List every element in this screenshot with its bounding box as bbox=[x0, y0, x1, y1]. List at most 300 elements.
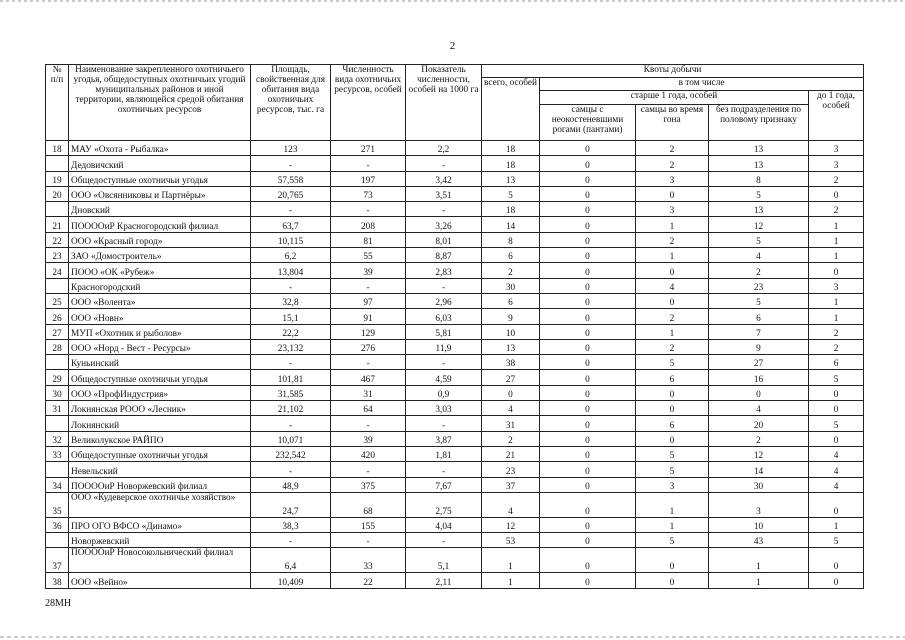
cell-males-rut: 1 bbox=[636, 217, 709, 232]
cell-young: 2 bbox=[809, 324, 864, 339]
cell-num: 18 bbox=[46, 141, 69, 156]
table-row bbox=[46, 492, 864, 517]
cell-density: - bbox=[406, 462, 482, 477]
cell-total: 23 bbox=[482, 462, 540, 477]
cell-young: 0 bbox=[809, 401, 864, 416]
cell-young: 3 bbox=[809, 141, 864, 156]
table-body bbox=[46, 141, 864, 589]
cell-total: 4 bbox=[482, 492, 540, 517]
cell-num bbox=[46, 416, 69, 431]
cell-young: 0 bbox=[809, 573, 864, 588]
cell-total: 18 bbox=[482, 202, 540, 217]
cell-area: 101,81 bbox=[251, 370, 331, 385]
cell-no-sex: 13 bbox=[709, 141, 809, 156]
cell-area: - bbox=[251, 202, 331, 217]
cell-density: 3,03 bbox=[406, 401, 482, 416]
cell-males-rut: 2 bbox=[636, 156, 709, 171]
cell-area: 123 bbox=[251, 141, 331, 156]
header-total: всего, особей bbox=[482, 78, 540, 141]
cell-young: 5 bbox=[809, 533, 864, 548]
cell-males-antlers: 0 bbox=[540, 186, 636, 201]
cell-count: - bbox=[331, 462, 406, 477]
cell-name: ООО «Норд - Вест - Ресурсы» bbox=[69, 339, 251, 354]
cell-name: ПОООOиР Новосокольнический филиал bbox=[69, 548, 251, 573]
cell-males-rut: 5 bbox=[636, 355, 709, 370]
cell-num: 34 bbox=[46, 477, 69, 492]
cell-count: 31 bbox=[331, 385, 406, 400]
cell-name: Красногородский bbox=[69, 278, 251, 293]
cell-total: 53 bbox=[482, 533, 540, 548]
cell-area: 63,7 bbox=[251, 217, 331, 232]
table-row bbox=[46, 431, 864, 446]
cell-total: 31 bbox=[482, 416, 540, 431]
cell-no-sex: 27 bbox=[709, 355, 809, 370]
cell-name: ПОООOиР Красногородский филиал bbox=[69, 217, 251, 232]
cell-males-rut: 5 bbox=[636, 446, 709, 461]
cell-no-sex: 16 bbox=[709, 370, 809, 385]
cell-count: 276 bbox=[331, 339, 406, 354]
cell-males-antlers: 0 bbox=[540, 370, 636, 385]
district-subtotal-row bbox=[46, 416, 864, 431]
cell-young: 0 bbox=[809, 492, 864, 517]
cell-males-antlers: 0 bbox=[540, 355, 636, 370]
cell-no-sex: 23 bbox=[709, 278, 809, 293]
cell-name: ПООО «ОК «Рубеж» bbox=[69, 263, 251, 278]
cell-males-antlers: 0 bbox=[540, 462, 636, 477]
cell-area: 20,765 bbox=[251, 186, 331, 201]
table-row bbox=[46, 385, 864, 400]
cell-count: 39 bbox=[331, 263, 406, 278]
cell-no-sex: 5 bbox=[709, 293, 809, 308]
cell-density: 8,87 bbox=[406, 248, 482, 263]
cell-males-antlers: 0 bbox=[540, 278, 636, 293]
cell-young: 3 bbox=[809, 156, 864, 171]
cell-density: 5,1 bbox=[406, 548, 482, 573]
cell-total: 21 bbox=[482, 446, 540, 461]
cell-area: 32,8 bbox=[251, 293, 331, 308]
cell-young: 5 bbox=[809, 416, 864, 431]
cell-males-antlers: 0 bbox=[540, 293, 636, 308]
cell-males-rut: 0 bbox=[636, 385, 709, 400]
cell-density: 2,2 bbox=[406, 141, 482, 156]
cell-young: 5 bbox=[809, 370, 864, 385]
cell-males-antlers: 0 bbox=[540, 141, 636, 156]
header-males-antlers: самцы с неокостеневшими рогами (пантами) bbox=[540, 105, 636, 141]
cell-no-sex: 6 bbox=[709, 309, 809, 324]
cell-area: 22,2 bbox=[251, 324, 331, 339]
cell-count: - bbox=[331, 156, 406, 171]
quota-table bbox=[45, 64, 864, 589]
cell-count: - bbox=[331, 355, 406, 370]
cell-num: 24 bbox=[46, 263, 69, 278]
table-row bbox=[46, 141, 864, 156]
cell-total: 10 bbox=[482, 324, 540, 339]
cell-area: - bbox=[251, 462, 331, 477]
cell-males-antlers: 0 bbox=[540, 401, 636, 416]
cell-num: 23 bbox=[46, 248, 69, 263]
cell-no-sex: 2 bbox=[709, 431, 809, 446]
cell-area: - bbox=[251, 278, 331, 293]
cell-males-rut: 2 bbox=[636, 232, 709, 247]
cell-area: 24,7 bbox=[251, 492, 331, 517]
cell-males-antlers: 0 bbox=[540, 573, 636, 588]
cell-young: 1 bbox=[809, 517, 864, 532]
cell-area: 6,2 bbox=[251, 248, 331, 263]
cell-name: ООО «Кудеверское охотничье хозяйство» bbox=[69, 492, 251, 517]
cell-name: ООО «Овсянниковы и Партнёры» bbox=[69, 186, 251, 201]
cell-males-rut: 5 bbox=[636, 533, 709, 548]
cell-total: 8 bbox=[482, 232, 540, 247]
cell-total: 18 bbox=[482, 141, 540, 156]
cell-total: 12 bbox=[482, 517, 540, 532]
cell-males-antlers: 0 bbox=[540, 248, 636, 263]
cell-area: 10,409 bbox=[251, 573, 331, 588]
cell-name: ООО «Вейно» bbox=[69, 573, 251, 588]
cell-males-antlers: 0 bbox=[540, 431, 636, 446]
cell-total: 9 bbox=[482, 309, 540, 324]
cell-count: 197 bbox=[331, 171, 406, 186]
cell-total: 37 bbox=[482, 477, 540, 492]
cell-count: 467 bbox=[331, 370, 406, 385]
cell-total: 1 bbox=[482, 548, 540, 573]
cell-name: Общедоступные охотничьи угодья bbox=[69, 171, 251, 186]
cell-name: ООО «ПрофИндустрия» bbox=[69, 385, 251, 400]
cell-males-antlers: 0 bbox=[540, 232, 636, 247]
cell-total: 30 bbox=[482, 278, 540, 293]
cell-num: 36 bbox=[46, 517, 69, 532]
cell-young: 0 bbox=[809, 431, 864, 446]
cell-count: 420 bbox=[331, 446, 406, 461]
district-subtotal-row bbox=[46, 533, 864, 548]
cell-area: 31,585 bbox=[251, 385, 331, 400]
cell-males-rut: 0 bbox=[636, 293, 709, 308]
cell-num bbox=[46, 533, 69, 548]
cell-males-rut: 1 bbox=[636, 324, 709, 339]
cell-males-antlers: 0 bbox=[540, 171, 636, 186]
cell-num: 19 bbox=[46, 171, 69, 186]
cell-num bbox=[46, 278, 69, 293]
cell-males-rut: 0 bbox=[636, 263, 709, 278]
cell-num: 35 bbox=[46, 492, 69, 517]
cell-males-antlers: 0 bbox=[540, 339, 636, 354]
cell-name: ПОООOиР Новоржевский филиал bbox=[69, 477, 251, 492]
cell-males-antlers: 0 bbox=[540, 324, 636, 339]
cell-num: 31 bbox=[46, 401, 69, 416]
cell-num: 21 bbox=[46, 217, 69, 232]
cell-young: 6 bbox=[809, 355, 864, 370]
cell-density: 1,81 bbox=[406, 446, 482, 461]
cell-density: - bbox=[406, 533, 482, 548]
cell-name: Невельский bbox=[69, 462, 251, 477]
cell-area: - bbox=[251, 533, 331, 548]
cell-area: - bbox=[251, 416, 331, 431]
cell-area: 13,804 bbox=[251, 263, 331, 278]
cell-males-antlers: 0 bbox=[540, 217, 636, 232]
table-row bbox=[46, 293, 864, 308]
cell-count: 97 bbox=[331, 293, 406, 308]
cell-density: 11,9 bbox=[406, 339, 482, 354]
cell-name: ООО «Красный город» bbox=[69, 232, 251, 247]
cell-area: 15,1 bbox=[251, 309, 331, 324]
cell-density: 3,42 bbox=[406, 171, 482, 186]
cell-num bbox=[46, 156, 69, 171]
table-row bbox=[46, 446, 864, 461]
cell-count: 73 bbox=[331, 186, 406, 201]
cell-density: - bbox=[406, 202, 482, 217]
cell-males-rut: 3 bbox=[636, 202, 709, 217]
cell-density: 5,81 bbox=[406, 324, 482, 339]
cell-area: 38,3 bbox=[251, 517, 331, 532]
cell-name: ЗАО «Домостроитель» bbox=[69, 248, 251, 263]
cell-males-antlers: 0 bbox=[540, 533, 636, 548]
cell-young: 1 bbox=[809, 217, 864, 232]
cell-count: - bbox=[331, 202, 406, 217]
cell-num bbox=[46, 462, 69, 477]
cell-count: 81 bbox=[331, 232, 406, 247]
cell-young: 0 bbox=[809, 186, 864, 201]
cell-young: 0 bbox=[809, 385, 864, 400]
cell-name: Локнянская РООО «Лесник» bbox=[69, 401, 251, 416]
cell-males-rut: 1 bbox=[636, 248, 709, 263]
scan-bottom-edge bbox=[0, 636, 905, 638]
table-row bbox=[46, 477, 864, 492]
table-row bbox=[46, 263, 864, 278]
table-row bbox=[46, 217, 864, 232]
cell-area: 6,4 bbox=[251, 548, 331, 573]
cell-density: 4,59 bbox=[406, 370, 482, 385]
cell-name: Дедовичский bbox=[69, 156, 251, 171]
cell-name: ООО «Новн» bbox=[69, 309, 251, 324]
cell-young: 0 bbox=[809, 548, 864, 573]
header-num: № п/п bbox=[46, 65, 69, 141]
cell-total: 13 bbox=[482, 339, 540, 354]
cell-density: 2,96 bbox=[406, 293, 482, 308]
header-area: Площадь, свойственная для обитания вида охотничьих ресурсов, тыс. га bbox=[251, 65, 331, 141]
cell-count: 33 bbox=[331, 548, 406, 573]
cell-density: 7,67 bbox=[406, 477, 482, 492]
header-no-sex: без подразделения по половому признаку bbox=[709, 105, 809, 141]
cell-count: 208 bbox=[331, 217, 406, 232]
cell-no-sex: 12 bbox=[709, 217, 809, 232]
table-row bbox=[46, 171, 864, 186]
cell-total: 2 bbox=[482, 431, 540, 446]
header-young: до 1 года, особей bbox=[809, 91, 864, 141]
cell-males-rut: 3 bbox=[636, 477, 709, 492]
cell-no-sex: 1 bbox=[709, 548, 809, 573]
cell-name: Локнянский bbox=[69, 416, 251, 431]
header-including: в том числе bbox=[540, 78, 864, 91]
cell-young: 1 bbox=[809, 248, 864, 263]
cell-total: 14 bbox=[482, 217, 540, 232]
cell-no-sex: 5 bbox=[709, 232, 809, 247]
cell-males-rut: 6 bbox=[636, 370, 709, 385]
cell-count: 55 bbox=[331, 248, 406, 263]
cell-young: 2 bbox=[809, 339, 864, 354]
header-name: Наименование закрепленного охотничьего угодья, общедоступных охотничьих угодий муниципальных районов и иной территории, являющейся средой обитания охотничьих ресурсов bbox=[69, 65, 251, 141]
cell-density: - bbox=[406, 355, 482, 370]
district-subtotal-row bbox=[46, 278, 864, 293]
cell-no-sex: 7 bbox=[709, 324, 809, 339]
cell-density: 3,51 bbox=[406, 186, 482, 201]
cell-males-antlers: 0 bbox=[540, 416, 636, 431]
cell-no-sex: 2 bbox=[709, 263, 809, 278]
cell-name: ПРО ОГО ВФСО «Динамо» bbox=[69, 517, 251, 532]
cell-young: 3 bbox=[809, 278, 864, 293]
district-subtotal-row bbox=[46, 156, 864, 171]
cell-young: 4 bbox=[809, 477, 864, 492]
cell-count: 129 bbox=[331, 324, 406, 339]
cell-males-antlers: 0 bbox=[540, 548, 636, 573]
cell-males-rut: 2 bbox=[636, 309, 709, 324]
cell-total: 4 bbox=[482, 401, 540, 416]
cell-males-rut: 1 bbox=[636, 492, 709, 517]
table-row bbox=[46, 232, 864, 247]
table-row bbox=[46, 309, 864, 324]
cell-density: - bbox=[406, 278, 482, 293]
header-males-rut: самцы во время гона bbox=[636, 105, 709, 141]
cell-young: 4 bbox=[809, 462, 864, 477]
cell-num: 29 bbox=[46, 370, 69, 385]
cell-name: Великолукское РАЙПО bbox=[69, 431, 251, 446]
cell-area: - bbox=[251, 355, 331, 370]
cell-young: 1 bbox=[809, 293, 864, 308]
cell-total: 13 bbox=[482, 171, 540, 186]
cell-no-sex: 3 bbox=[709, 492, 809, 517]
cell-count: 155 bbox=[331, 517, 406, 532]
cell-area: 232,542 bbox=[251, 446, 331, 461]
cell-density: 6,03 bbox=[406, 309, 482, 324]
cell-name: МУП «Охотник и рыболов» bbox=[69, 324, 251, 339]
cell-num: 37 bbox=[46, 548, 69, 573]
cell-no-sex: 10 bbox=[709, 517, 809, 532]
cell-males-rut: 1 bbox=[636, 517, 709, 532]
cell-no-sex: 20 bbox=[709, 416, 809, 431]
cell-males-rut: 5 bbox=[636, 462, 709, 477]
cell-num: 20 bbox=[46, 186, 69, 201]
cell-num: 30 bbox=[46, 385, 69, 400]
cell-count: 271 bbox=[331, 141, 406, 156]
cell-total: 38 bbox=[482, 355, 540, 370]
cell-total: 18 bbox=[482, 156, 540, 171]
cell-num bbox=[46, 202, 69, 217]
cell-area: 23,132 bbox=[251, 339, 331, 354]
cell-males-rut: 0 bbox=[636, 548, 709, 573]
table-row bbox=[46, 548, 864, 573]
district-subtotal-row bbox=[46, 462, 864, 477]
cell-young: 2 bbox=[809, 171, 864, 186]
cell-young: 4 bbox=[809, 446, 864, 461]
cell-num: 25 bbox=[46, 293, 69, 308]
table-row bbox=[46, 339, 864, 354]
cell-no-sex: 14 bbox=[709, 462, 809, 477]
cell-area: 57,558 bbox=[251, 171, 331, 186]
cell-name: Дновский bbox=[69, 202, 251, 217]
cell-males-antlers: 0 bbox=[540, 202, 636, 217]
cell-area: 10,071 bbox=[251, 431, 331, 446]
cell-no-sex: 30 bbox=[709, 477, 809, 492]
cell-total: 6 bbox=[482, 293, 540, 308]
cell-density: - bbox=[406, 156, 482, 171]
cell-males-antlers: 0 bbox=[540, 156, 636, 171]
cell-males-antlers: 0 bbox=[540, 385, 636, 400]
cell-young: 1 bbox=[809, 309, 864, 324]
cell-density: 2,75 bbox=[406, 492, 482, 517]
table-row bbox=[46, 573, 864, 588]
cell-no-sex: 4 bbox=[709, 248, 809, 263]
cell-males-rut: 0 bbox=[636, 186, 709, 201]
table-row bbox=[46, 370, 864, 385]
cell-num: 32 bbox=[46, 431, 69, 446]
footer-code: 28МН bbox=[45, 598, 72, 609]
cell-count: - bbox=[331, 278, 406, 293]
cell-num: 33 bbox=[46, 446, 69, 461]
cell-no-sex: 5 bbox=[709, 186, 809, 201]
cell-name: Общедоступные охотничьи угодья bbox=[69, 370, 251, 385]
cell-area: 48,9 bbox=[251, 477, 331, 492]
cell-num: 26 bbox=[46, 309, 69, 324]
cell-name: Общедоступные охотничьи угодья bbox=[69, 446, 251, 461]
cell-young: 0 bbox=[809, 263, 864, 278]
cell-density: 2,11 bbox=[406, 573, 482, 588]
table-header bbox=[46, 65, 864, 141]
cell-density: 3,87 bbox=[406, 431, 482, 446]
cell-count: 64 bbox=[331, 401, 406, 416]
table-row bbox=[46, 401, 864, 416]
cell-no-sex: 12 bbox=[709, 446, 809, 461]
cell-density: 0,9 bbox=[406, 385, 482, 400]
cell-num bbox=[46, 355, 69, 370]
cell-num: 28 bbox=[46, 339, 69, 354]
cell-males-rut: 2 bbox=[636, 141, 709, 156]
page-number: 2 bbox=[449, 40, 456, 52]
cell-young: 1 bbox=[809, 232, 864, 247]
cell-males-antlers: 0 bbox=[540, 477, 636, 492]
cell-males-rut: 3 bbox=[636, 171, 709, 186]
cell-num: 38 bbox=[46, 573, 69, 588]
cell-males-antlers: 0 bbox=[540, 492, 636, 517]
cell-name: МАУ «Охота - Рыбалка» bbox=[69, 141, 251, 156]
cell-count: 39 bbox=[331, 431, 406, 446]
district-subtotal-row bbox=[46, 202, 864, 217]
cell-total: 2 bbox=[482, 263, 540, 278]
district-subtotal-row bbox=[46, 355, 864, 370]
cell-count: 68 bbox=[331, 492, 406, 517]
cell-no-sex: 1 bbox=[709, 573, 809, 588]
cell-total: 5 bbox=[482, 186, 540, 201]
cell-males-rut: 0 bbox=[636, 431, 709, 446]
cell-no-sex: 9 bbox=[709, 339, 809, 354]
cell-count: 375 bbox=[331, 477, 406, 492]
cell-no-sex: 13 bbox=[709, 202, 809, 217]
cell-num: 22 bbox=[46, 232, 69, 247]
cell-males-antlers: 0 bbox=[540, 446, 636, 461]
cell-males-rut: 0 bbox=[636, 401, 709, 416]
cell-name: Куньинский bbox=[69, 355, 251, 370]
cell-density: 8,01 bbox=[406, 232, 482, 247]
cell-males-rut: 4 bbox=[636, 278, 709, 293]
cell-males-rut: 0 bbox=[636, 573, 709, 588]
cell-total: 6 bbox=[482, 248, 540, 263]
cell-count: - bbox=[331, 533, 406, 548]
cell-no-sex: 4 bbox=[709, 401, 809, 416]
cell-no-sex: 43 bbox=[709, 533, 809, 548]
cell-name: ООО «Волента» bbox=[69, 293, 251, 308]
cell-count: 91 bbox=[331, 309, 406, 324]
cell-count: - bbox=[331, 416, 406, 431]
table-row bbox=[46, 324, 864, 339]
table-row bbox=[46, 517, 864, 532]
cell-no-sex: 8 bbox=[709, 171, 809, 186]
